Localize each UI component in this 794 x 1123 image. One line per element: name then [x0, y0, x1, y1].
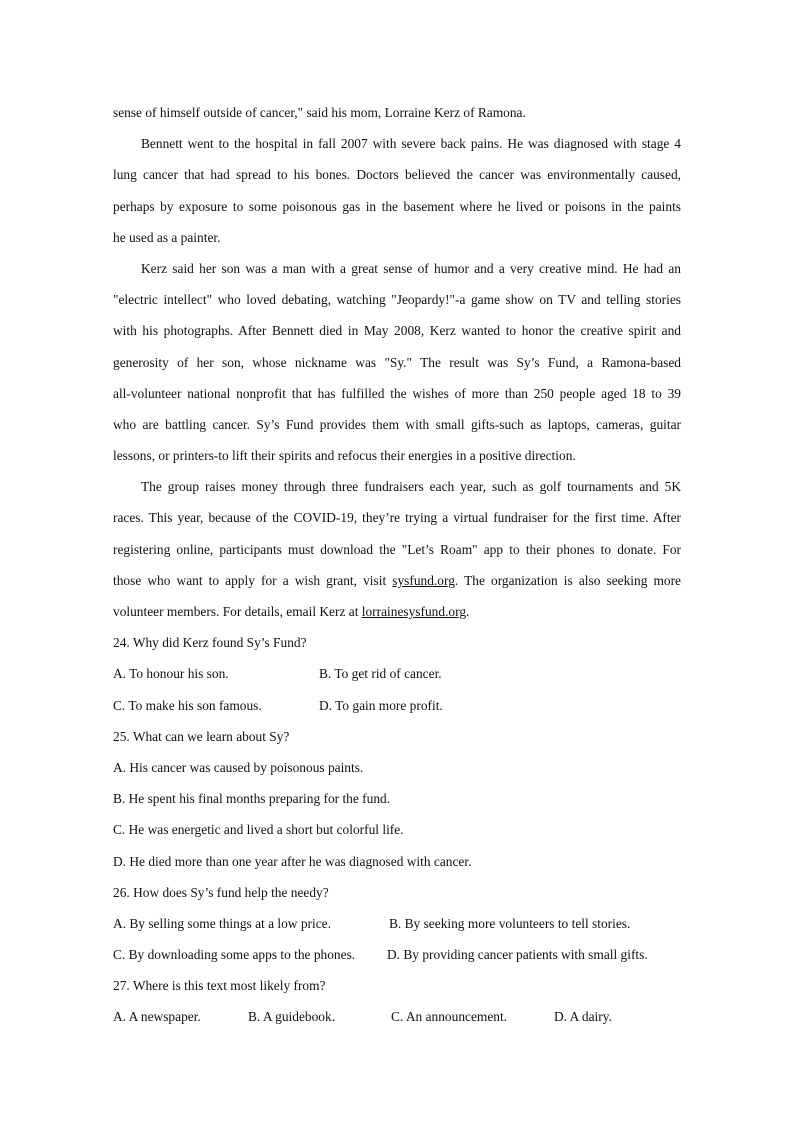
option-d[interactable]: D. A dairy.: [554, 1009, 612, 1025]
passage-line: Kerz said her son was a man with a great sense of humor and a very creative mind. He had an: [141, 260, 681, 276]
option-a[interactable]: A. To honour his son.: [113, 666, 229, 682]
passage-line: "electric intellect" who loved debating, watching "Jeopardy!"-a game show on TV and telling stories: [113, 292, 681, 308]
question-26: [113, 877, 681, 971]
option-row: [113, 939, 681, 970]
option-d[interactable]: D. He died more than one year after he was diagnosed with cancer.: [113, 853, 472, 869]
passage-text: those who want to apply for a wish grant, visit: [113, 572, 393, 588]
website-link[interactable]: sysfund.org: [392, 572, 455, 588]
option-row: [113, 690, 681, 721]
option-row: [113, 1001, 681, 1032]
document-page: [113, 97, 681, 1033]
passage-line: sense of himself outside of cancer," said his mom, Lorraine Kerz of Ramona.: [113, 105, 526, 120]
option-c[interactable]: C. He was energetic and lived a short but colorful life.: [113, 822, 404, 838]
option-a[interactable]: A. A newspaper.: [113, 1009, 201, 1025]
passage-line: lessons, or printers-to lift their spirits and refocus their energies in a positive direction.: [113, 448, 576, 464]
question-stem: 26. How does Sy’s fund help the needy?: [113, 884, 329, 900]
option-a[interactable]: A. His cancer was caused by poisonous paints.: [113, 759, 364, 775]
passage-line: who are battling cancer. Sy’s Fund provides them with small gifts-such as laptops, cameras, guitar: [113, 416, 681, 432]
passage-text: .: [466, 604, 470, 619]
option-row: [113, 908, 681, 939]
passage-line: lung cancer that had spread to his bones. Doctors believed the cancer was environmentally caused,: [113, 167, 681, 183]
passage-text: . The organization is also seeking more: [454, 572, 681, 588]
option-c[interactable]: C. An announcement.: [391, 1009, 508, 1025]
option-c[interactable]: C. To make his son famous.: [113, 697, 262, 713]
question-24: [113, 627, 681, 721]
email-link[interactable]: lorrainesysfund.org: [361, 604, 467, 619]
passage-line: [113, 565, 681, 596]
passage-line: perhaps by exposure to some poisonous gas in the basement where he lived or poisons in the paints: [113, 198, 681, 214]
option-b[interactable]: B. A guidebook.: [248, 1009, 336, 1025]
option-a[interactable]: A. By selling some things at a low price.: [113, 915, 331, 931]
passage-text: volunteer members. For details, email Kerz at: [113, 604, 362, 619]
option-b[interactable]: B. He spent his final months preparing for the fund.: [113, 791, 391, 807]
passage-line: he used as a painter.: [113, 229, 221, 245]
question-stem: 24. Why did Kerz found Sy’s Fund?: [113, 635, 307, 651]
option-b[interactable]: B. To get rid of cancer.: [319, 666, 442, 682]
option-b[interactable]: B. By seeking more volunteers to tell stories.: [389, 915, 631, 931]
passage: [113, 97, 681, 627]
question-stem: 27. Where is this text most likely from?: [113, 978, 326, 994]
question-25: [113, 721, 681, 877]
passage-line: Bennett went to the hospital in fall 2007 with severe back pains. He was diagnosed with stage 4: [141, 136, 681, 152]
option-row: [113, 658, 681, 689]
passage-line: The group raises money through three fundraisers each year, such as golf tournaments and 5K: [141, 479, 681, 495]
passage-line: all-volunteer national nonprofit that has fulfilled the wishes of more than 250 people aged 18 to 39: [113, 385, 681, 401]
question-27: [113, 970, 681, 1032]
option-d[interactable]: D. By providing cancer patients with small gifts.: [387, 947, 648, 963]
passage-line: registering online, participants must download the "Let’s Roam" app to their phones to donate. For: [113, 541, 681, 557]
question-stem: 25. What can we learn about Sy?: [113, 728, 290, 744]
passage-line: with his photographs. After Bennett died in May 2008, Kerz wanted to honor the creative spirit and: [113, 323, 681, 339]
option-d[interactable]: D. To gain more profit.: [319, 697, 443, 713]
option-c[interactable]: C. By downloading some apps to the phones.: [113, 947, 356, 963]
passage-line: [113, 596, 681, 627]
passage-line: generosity of her son, whose nickname was "Sy." The result was Sy’s Fund, a Ramona-based: [113, 354, 681, 370]
passage-line: races. This year, because of the COVID-19, they’re trying a virtual fundraiser for the first time. After: [113, 510, 681, 526]
